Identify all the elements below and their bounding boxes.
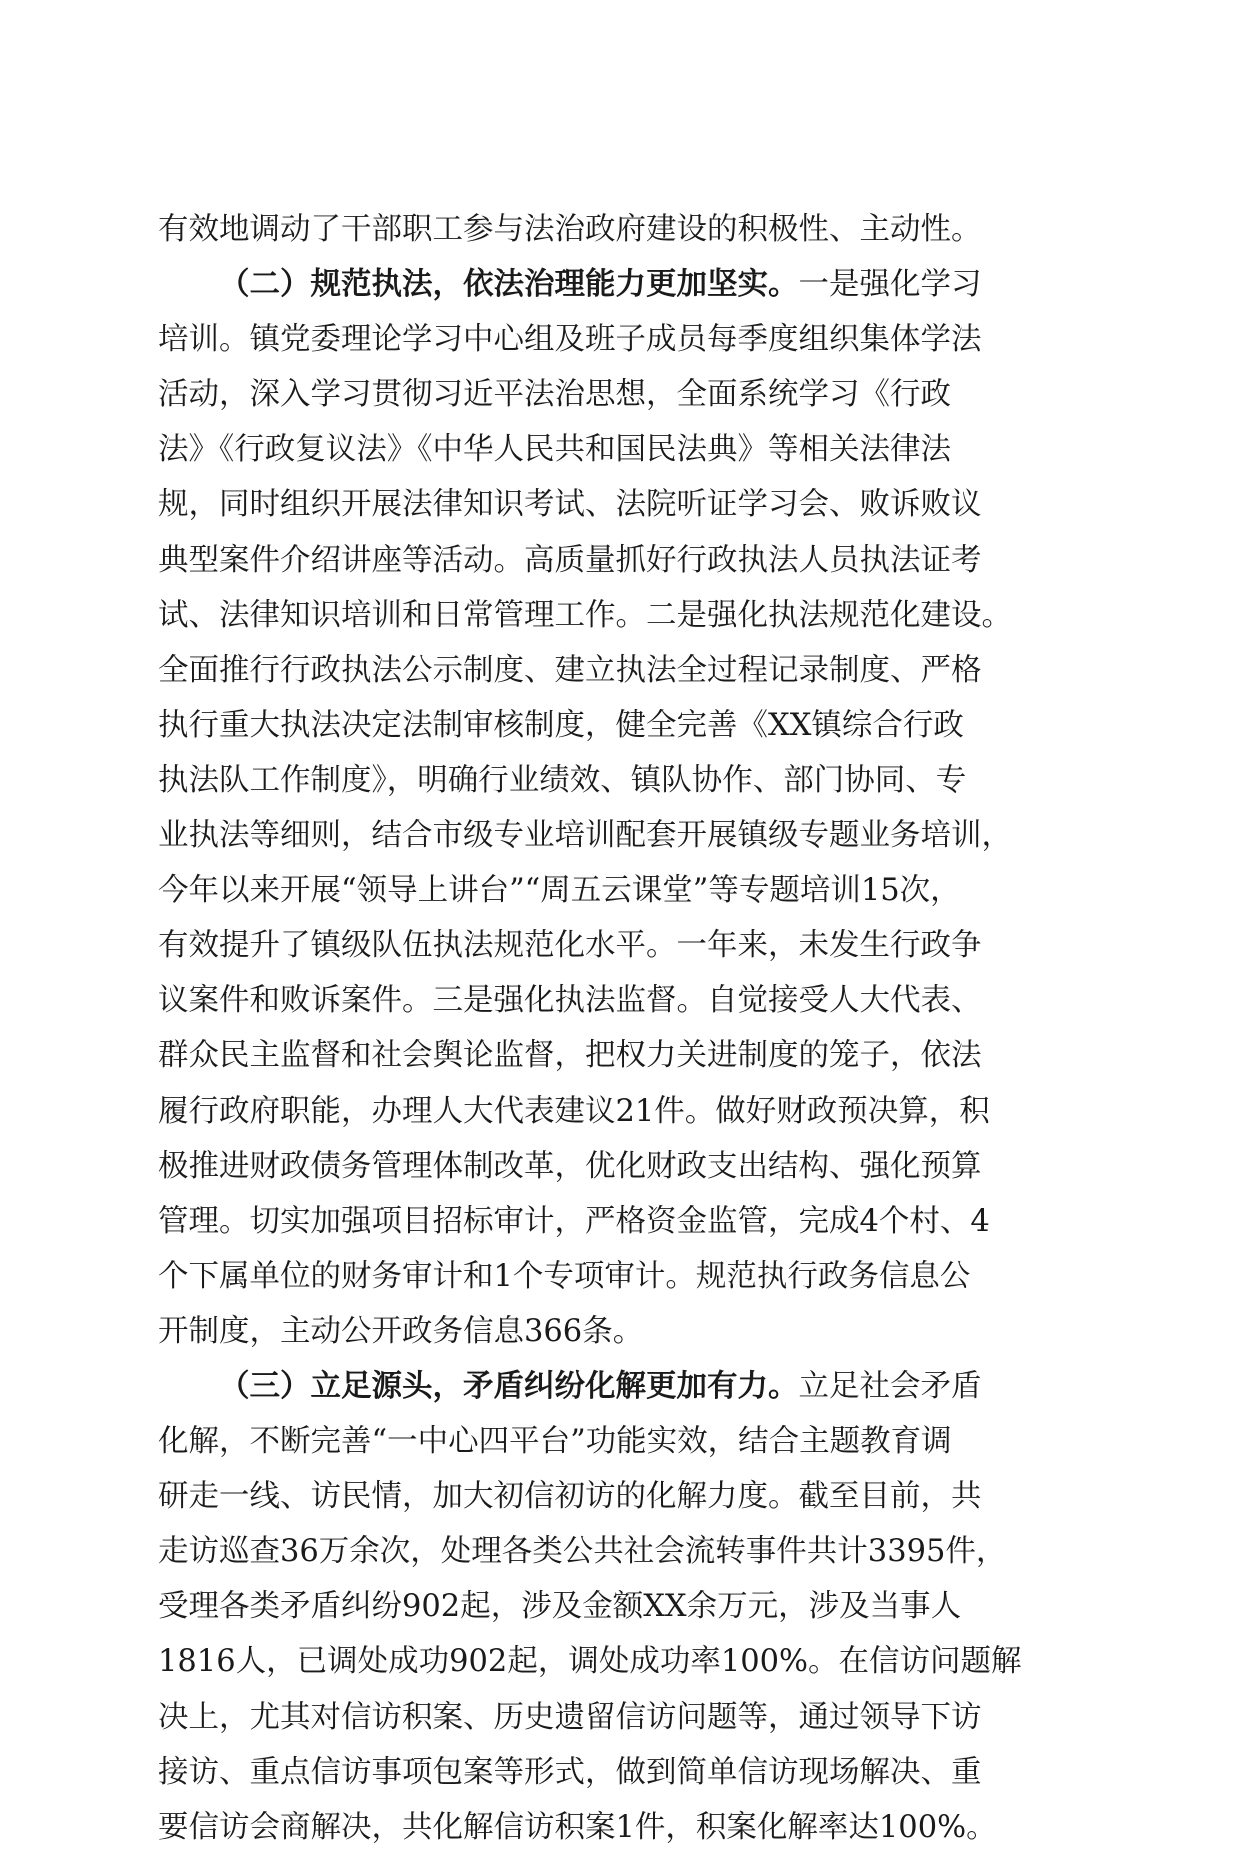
text-line: 管理。切实加强项目招标审计，严格资金监管，完成4个村、4	[158, 1203, 990, 1239]
text-line: 议案件和败诉案件。三是强化执法监督。自觉接受人大代表、	[158, 983, 982, 1019]
text-line: 规，同时组织开展法律知识考试、法院听证学习会、败诉败议	[158, 487, 982, 523]
document-body	[158, 202, 1098, 1855]
text-span: 一是强化学习	[798, 267, 982, 303]
text-line: 研走一线、访民情，加大初信初访的化解力度。截至目前，共	[158, 1479, 982, 1515]
text-line: 有效提升了镇级队伍执法规范化水平。一年来，未发生行政争	[158, 928, 982, 964]
section-heading-line	[158, 257, 1098, 312]
text-line: 执法队工作制度》，明确行业绩效、镇队协作、部门协同、专	[158, 762, 967, 798]
text-line: 活动，深入学习贯彻习近平法治思想，全面系统学习《行政	[158, 377, 951, 413]
section-heading: （三）立足源头，矛盾纠纷化解更加有力。	[219, 1367, 799, 1404]
text-line: 有效地调动了干部职工参与法治政府建设的积极性、主动性。	[158, 212, 982, 247]
text-line: 接访、重点信访事项包案等形式，做到简单信访现场解决、重	[158, 1754, 982, 1790]
text-line: 法》《行政复议法》《中华人民共和国民法典》等相关法律法	[158, 432, 951, 468]
text-line: 培训。镇党委理论学习中心组及班子成员每季度组织集体学法	[158, 322, 982, 358]
text-line: 要信访会商解决，共化解信访积案1件，积案化解率达100%。	[158, 1809, 997, 1845]
section-heading: （二）规范执法，依法治理能力更加坚实。	[219, 266, 799, 303]
section-heading-line	[158, 1359, 1098, 1414]
text-line: 执行重大执法决定法制审核制度，健全完善《XX镇综合行政	[158, 707, 964, 743]
text-line: 全面推行行政执法公示制度、建立执法全过程记录制度、严格	[158, 652, 982, 688]
text-line: 决上，尤其对信访积案、历史遗留信访问题等，通过领导下访	[158, 1699, 982, 1735]
text-line: 业执法等细则，结合市级专业培训配套开展镇级专题业务培训，	[158, 818, 1012, 854]
text-line: 试、法律知识培训和日常管理工作。二是强化执法规范化建设。	[158, 597, 1012, 633]
text-line: 开制度，主动公开政务信息366条。	[158, 1313, 644, 1349]
text-line: 极推进财政债务管理体制改革，优化财政支出结构、强化预算	[158, 1148, 982, 1184]
text-line: 1816人，已调处成功902起，调处成功率100%。在信访问题解	[158, 1644, 1022, 1680]
text-line: 受理各类矛盾纠纷902起，涉及金额XX余万元，涉及当事人	[158, 1589, 962, 1625]
text-line: 今年以来开展“领导上讲台”“周五云课堂”等专题培训15次，	[158, 873, 961, 909]
text-line: 履行政府职能，办理人大代表建议21件。做好财政预决算，积	[158, 1093, 990, 1129]
text-line: 群众民主监督和社会舆论监督，把权力关进制度的笼子，依法	[158, 1038, 982, 1074]
text-line: 化解，不断完善“一中心四平台”功能实效，结合主题教育调	[158, 1424, 952, 1460]
text-line: 走访巡查36万余次，处理各类公共社会流转事件共计3395件，	[158, 1534, 1007, 1570]
text-line: 个下属单位的财务审计和1个专项审计。规范执行政务信息公	[158, 1258, 971, 1294]
text-line: 典型案件介绍讲座等活动。高质量抓好行政执法人员执法证考	[158, 542, 982, 578]
text-span: 立足社会矛盾	[798, 1368, 982, 1404]
